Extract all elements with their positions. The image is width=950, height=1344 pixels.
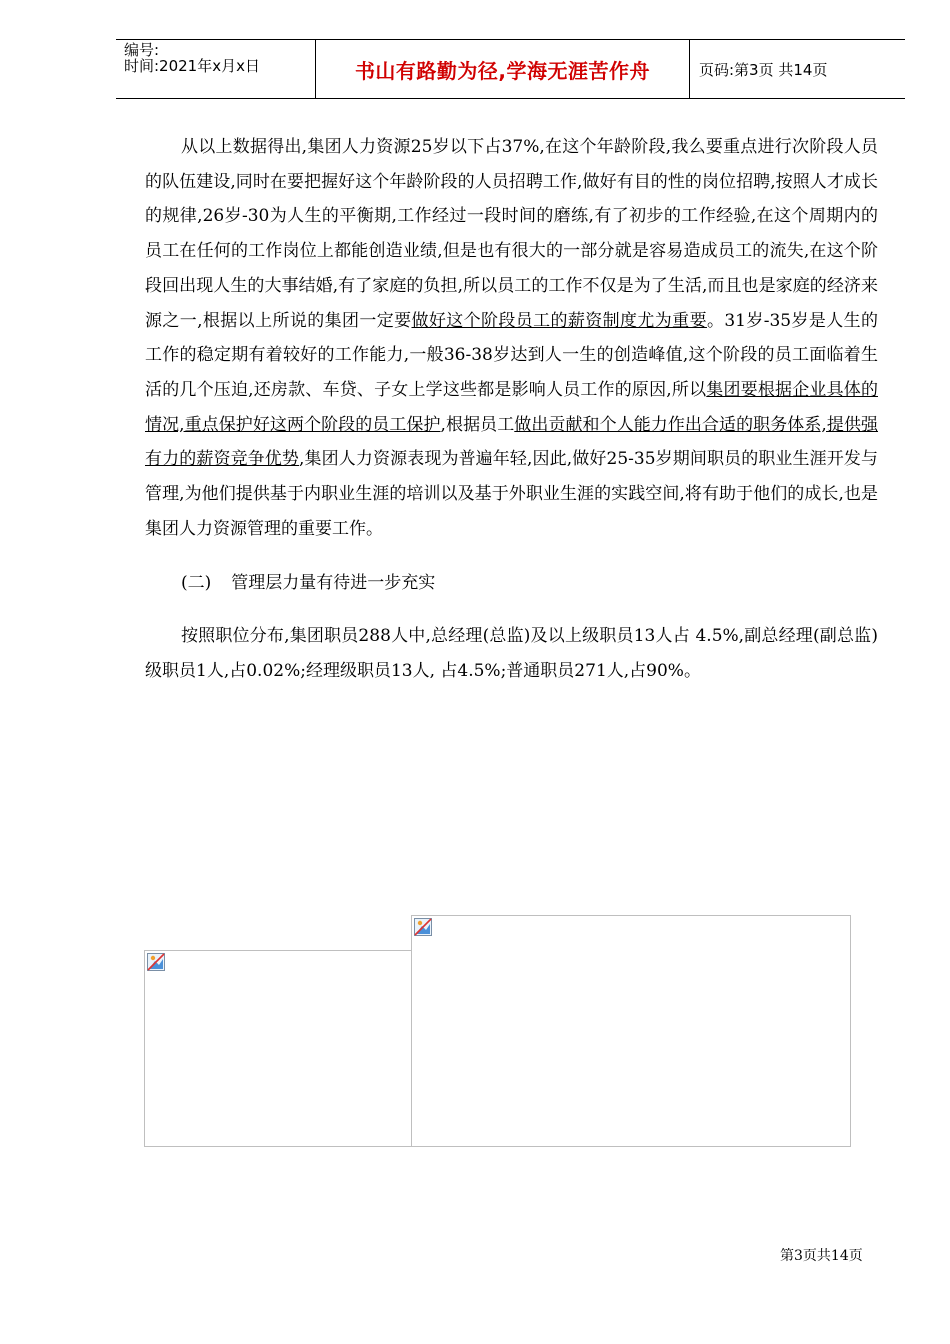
image-placeholder-right <box>411 915 851 1147</box>
underlined-text: 做出贡献和个人能力作出合适的职务体系,提供强有力的薪资竞争优势 <box>145 414 879 470</box>
paragraph-position-distribution: 按照职位分布,集团职员288人中,总经理(总监)及以上级职员13人占 4.5%,副总经理(副总监)级职员1人,占0.02%;经理级职员13人, 占4.5%;普通职员271人,占90%。 <box>145 626 878 682</box>
header-time-label: 时间:2021年x月x日 <box>124 57 260 75</box>
header-motto: 书山有路勤为径,学海无涯苦作舟 <box>316 40 690 98</box>
section-title: 管理层力量有待进一步充实 <box>231 573 436 594</box>
paragraph-age-analysis <box>145 130 878 546</box>
image-placeholder-left <box>144 950 412 1147</box>
broken-image-icon <box>414 918 432 936</box>
text-run: 。31岁-35岁是人生的工作的稳定期有着较好的工作能力,一般36-38岁达到人一生的创造峰值,这个阶段的员工面临着生活的几个压迫,还房款、车贷、子女上学这些都是影响人员工作的原因,所以 <box>145 310 879 400</box>
underlined-text: 做好这个阶段员工的薪资制度尤为重要 <box>411 310 707 331</box>
page-header <box>116 39 905 99</box>
section-heading <box>145 566 878 600</box>
underlined-text: 集团要根据企业具体的情况,重点保护好这两个阶段的员工保护 <box>145 379 878 435</box>
page-footer: 第3页共14页 <box>780 1248 863 1264</box>
header-page-label: 页码:第3页 共14页 <box>699 60 828 79</box>
header-meta <box>116 40 316 98</box>
broken-image-icon <box>147 953 165 971</box>
text-run: ,根据员工 <box>440 414 515 435</box>
text-run: ,集团人力资源表现为普遍年轻,因此,做好25-35岁期间职员的职业生涯开发与管理,为他们提供基于内职业生涯的培训以及基于外职业生涯的实践空间,将有助于他们的成长,也是集团人力资源管理的重要工作。 <box>145 449 879 539</box>
section-number: (二) <box>181 573 212 594</box>
text-run: 从以上数据得出,集团人力资源25岁以下占37%,在这个年龄阶段,我么要重点进行次阶段人员的队伍建设,同时在要把握好这个年龄阶段的人员招聘工作,做好有目的性的岗位招聘,按照人才成长的规律,26岁-30为人生的平衡期,工作经过一段时间的磨练,有了初步的工作经验,在这个周期内的员工在任何的工作岗位上都能创造业绩,但是也有很大的一部分就是容易造成员工的流失,在这个阶段回出现人生的大事结婚,有了家庭的负担,所以员工的工作不仅是为了生活,而且也是家庭的经济来源之一,根据以上所说的集团一定要 <box>145 137 878 331</box>
header-number-label: 编号: <box>124 41 160 59</box>
document-body <box>145 130 878 689</box>
